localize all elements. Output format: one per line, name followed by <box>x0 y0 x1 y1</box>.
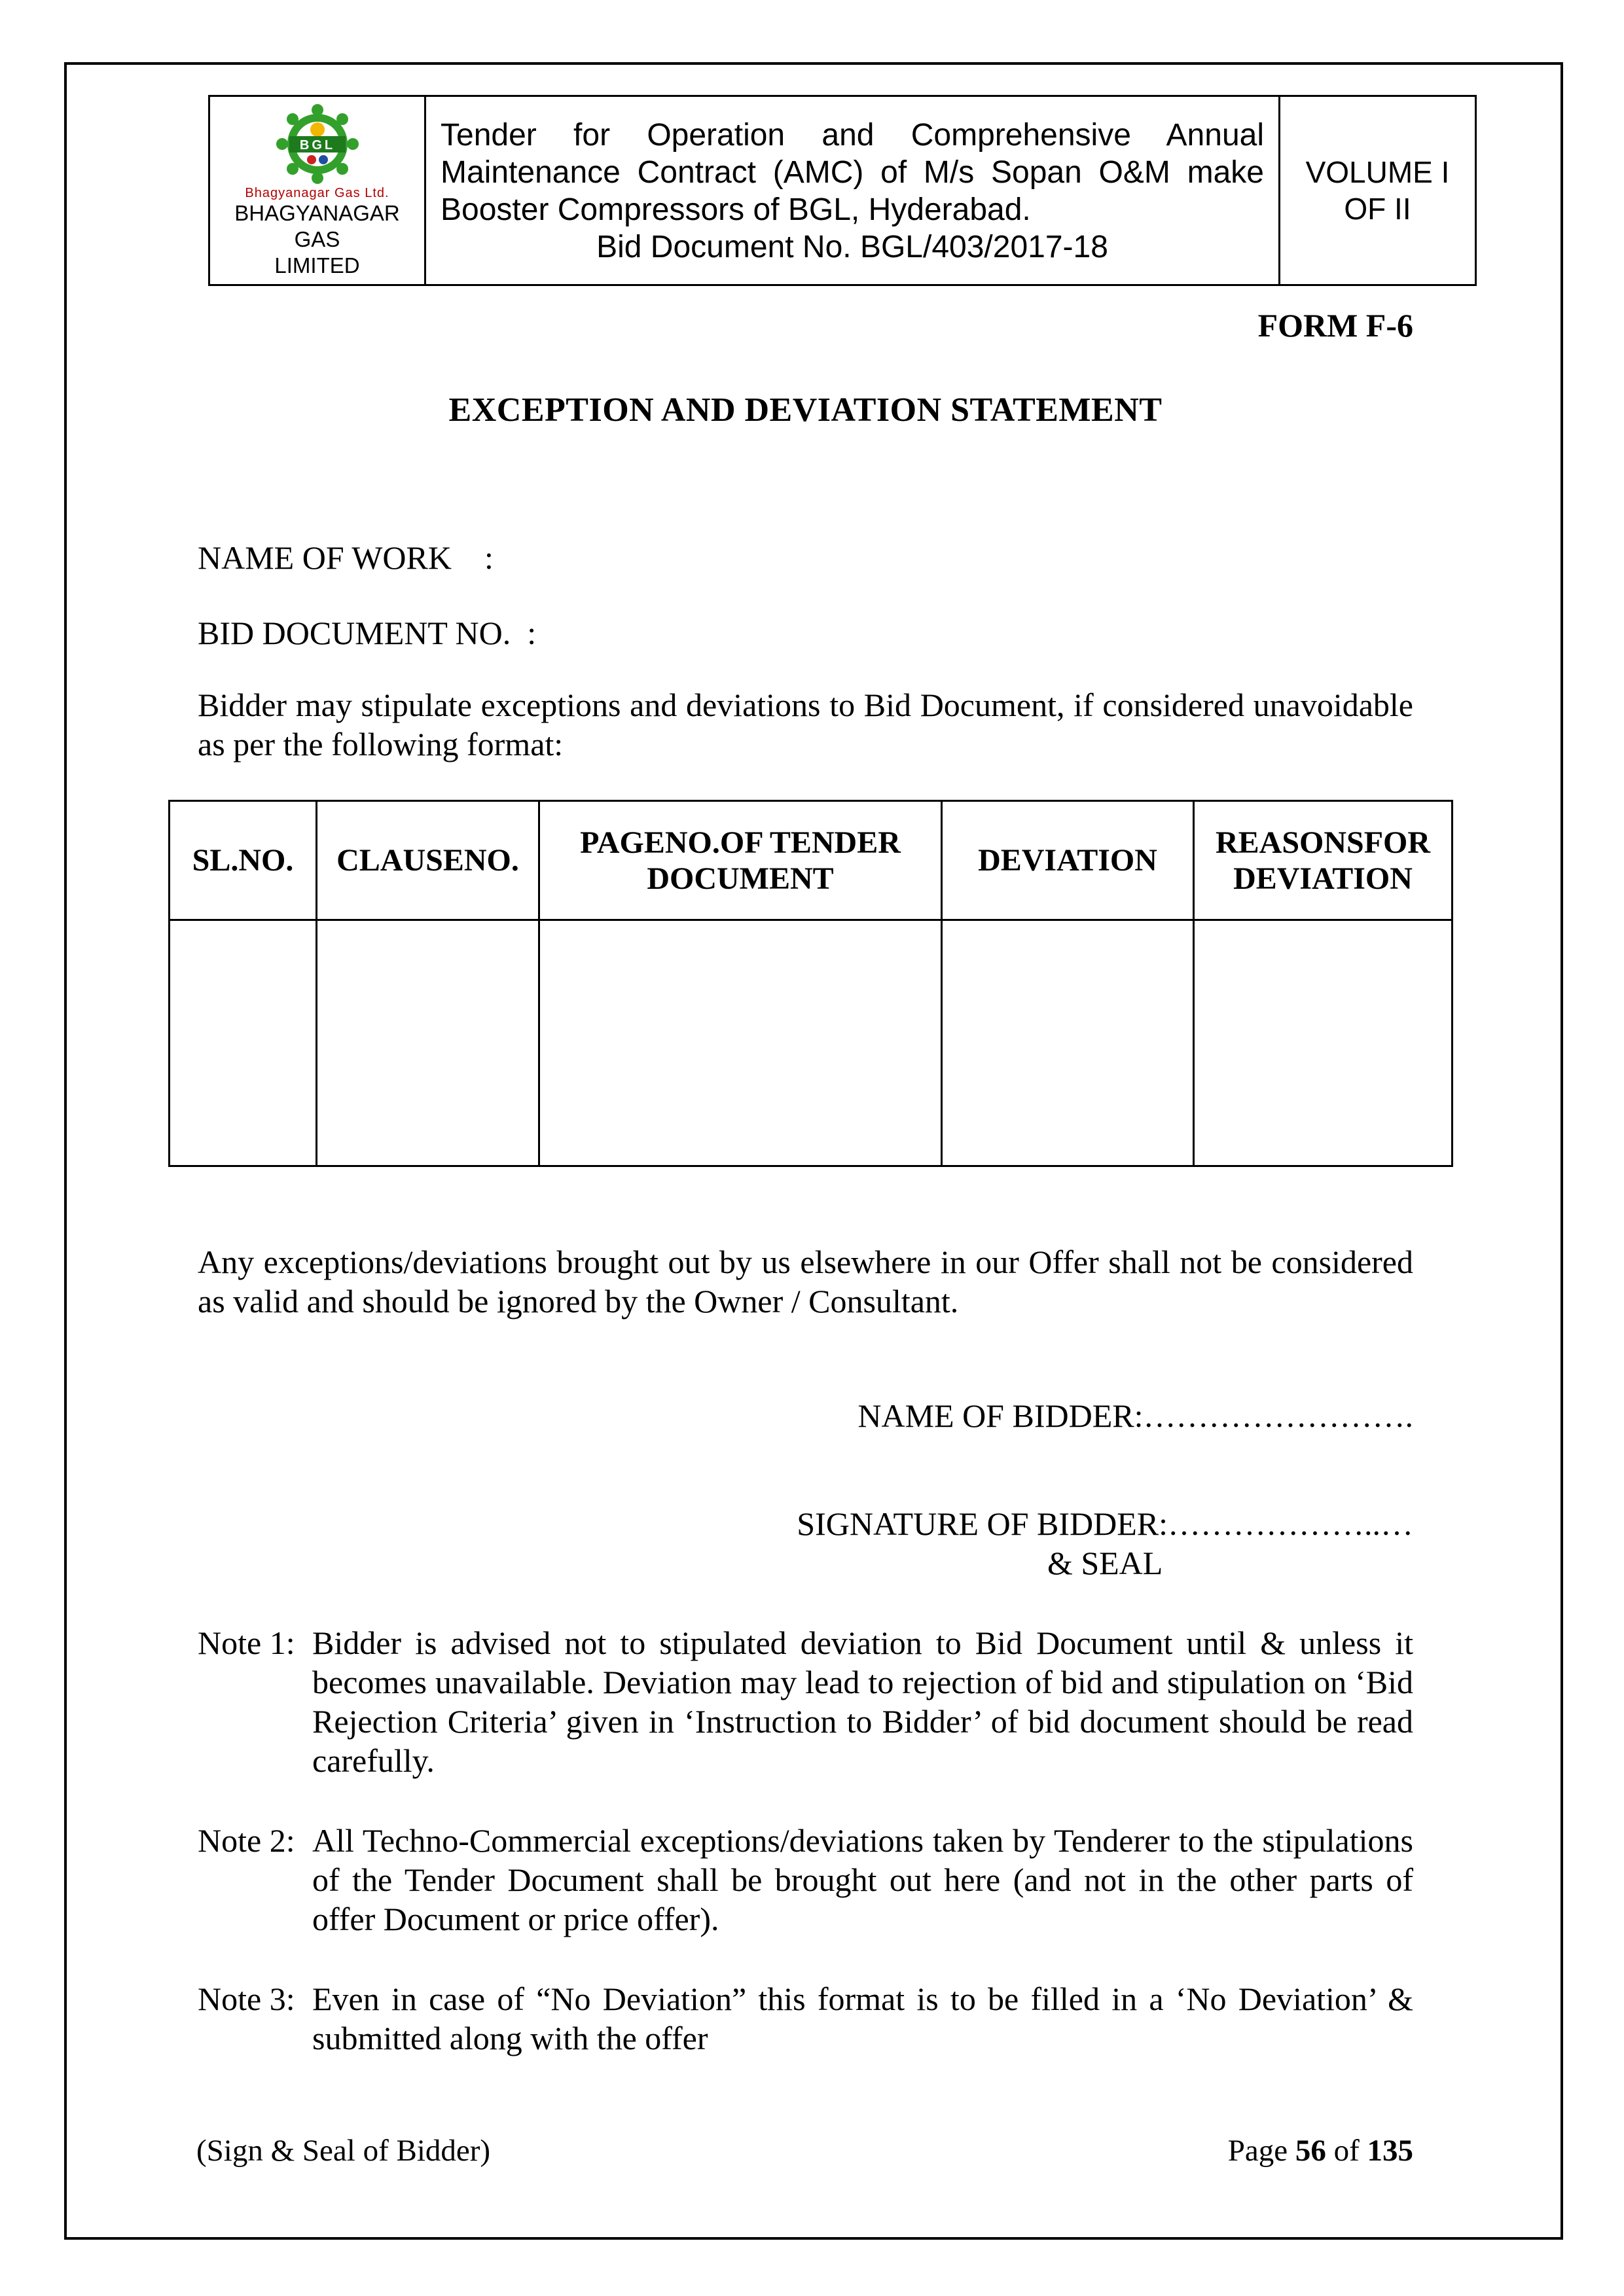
signature-block <box>198 1504 1413 1583</box>
table-header-row <box>170 801 1453 920</box>
note-2 <box>198 1821 1413 1939</box>
logo-cell <box>209 96 425 285</box>
page-footer <box>196 2133 1413 2168</box>
footer-of-label: of <box>1326 2134 1367 2168</box>
intro-paragraph: Bidder may stipulate exceptions and deviations to Bid Document, if considered unavoidable as per the following format: <box>198 687 1413 762</box>
note-3 <box>198 1979 1413 2058</box>
col-header-sl-no: SL.NO. <box>170 801 317 920</box>
disclaimer-paragraph: Any exceptions/deviations brought out by us elsewhere in our Offer shall not be considered as valid and should be ignored by the Owner / Consultant. <box>198 1244 1413 1319</box>
company-name-line2: LIMITED <box>274 253 360 278</box>
note-2-text: All Techno-Commercial exceptions/deviations taken by Tenderer to the stipulations of the Tender Document shall be brought out here (and not in the other parts of offer Document or price offer). <box>312 1822 1413 1937</box>
name-of-work-line: NAME OF WORK : <box>198 539 494 576</box>
note-3-label: Note 3: <box>198 1981 295 2017</box>
table-cell-empty <box>317 920 539 1166</box>
page-border <box>64 62 1563 2240</box>
seal-line: & SEAL <box>1047 1545 1163 1581</box>
col-header-clause-no: CLAUSENO. <box>317 801 539 920</box>
bid-document-number: Bid Document No. BGL/403/2017-18 <box>596 230 1108 264</box>
logo-abbr-text: BGL <box>299 138 335 152</box>
note-2-label: Note 2: <box>198 1822 295 1859</box>
table-cell-empty <box>1194 920 1453 1166</box>
footer-sign-seal: (Sign & Seal of Bidder) <box>196 2134 491 2168</box>
bgl-logo-icon <box>268 103 367 186</box>
footer-page-total: 135 <box>1367 2134 1413 2168</box>
col-header-reasons: REASONSFOR DEVIATION <box>1194 801 1453 920</box>
tender-title: Tender for Operation and Comprehensive Annual Maintenance Contract (AMC) of M/s Sopan O&M make Booster Compressors of BGL, Hyderabad. <box>441 118 1264 227</box>
note-1 <box>198 1623 1413 1780</box>
table-cell-empty <box>942 920 1194 1166</box>
footer-page-current: 56 <box>1295 2134 1326 2168</box>
company-name-line1: BHAGYANAGAR GAS <box>234 201 400 251</box>
table-row <box>170 920 1453 1166</box>
table-cell-empty <box>539 920 942 1166</box>
name-of-bidder-line: NAME OF BIDDER:……………………. <box>857 1397 1413 1434</box>
note-3-text: Even in case of “No Deviation” this format is to be filled in a ‘No Deviation’ & submitted along with the offer <box>312 1981 1413 2056</box>
table-cell-empty <box>170 920 317 1166</box>
note-1-label: Note 1: <box>198 1624 295 1661</box>
bid-document-no-line: BID DOCUMENT NO. : <box>198 615 537 651</box>
volume-line1: VOLUME I <box>1305 155 1450 189</box>
tender-title-cell <box>425 96 1280 285</box>
form-heading: EXCEPTION AND DEVIATION STATEMENT <box>448 391 1163 429</box>
logo-subtext: Bhagyanagar Gas Ltd. <box>245 186 389 200</box>
signature-of-bidder-line: SIGNATURE OF BIDDER:………………..… <box>797 1505 1413 1542</box>
col-header-page-no: PAGENO.OF TENDER DOCUMENT <box>539 801 942 920</box>
col-header-deviation: DEVIATION <box>942 801 1194 920</box>
header-table <box>208 95 1477 286</box>
volume-line2: OF II <box>1344 192 1411 226</box>
page-content <box>67 306 1561 2058</box>
deviation-table <box>168 800 1453 1167</box>
footer-page-label: Page <box>1227 2134 1295 2168</box>
note-1-text: Bidder is advised not to stipulated deviation to Bid Document until & unless it becomes unavailable. Deviation may lead to rejection of bid and stipulation on ‘Bid Rejection Criteria’ given in ‘Instruction to Bidder’ of bid document should be read carefully. <box>312 1624 1413 1779</box>
footer-page-indicator <box>1228 2133 1413 2168</box>
form-number: FORM F-6 <box>1257 307 1413 344</box>
volume-cell <box>1280 96 1476 285</box>
